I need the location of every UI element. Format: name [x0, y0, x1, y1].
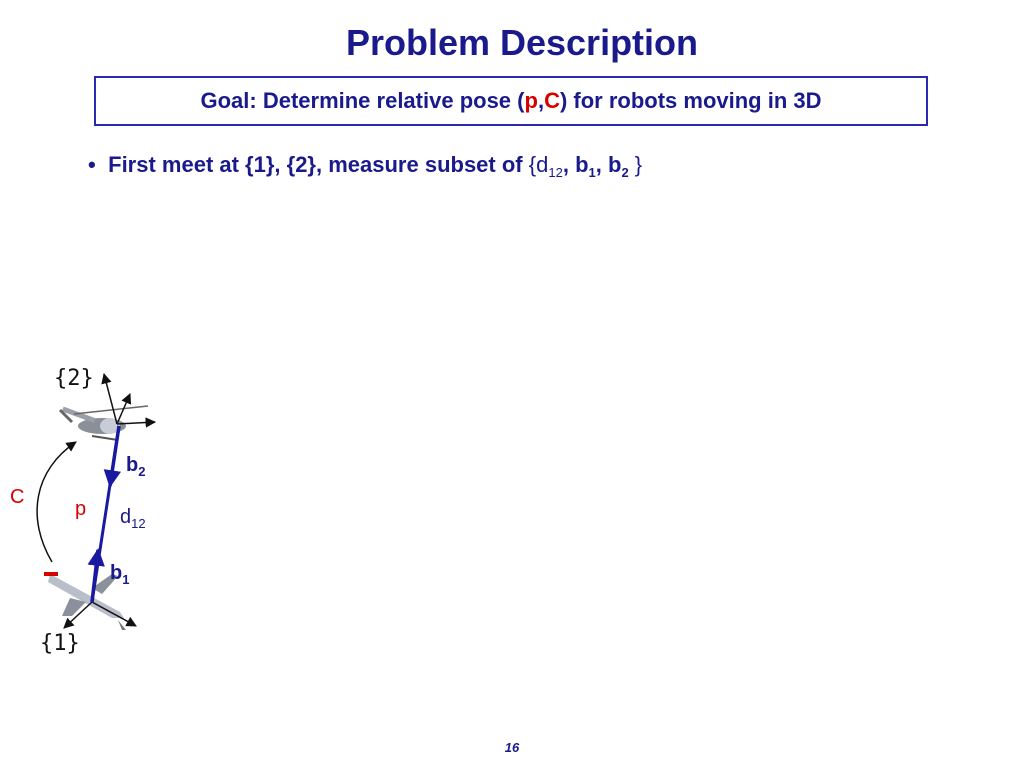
b2-subscript: 2	[621, 165, 629, 180]
frame-2-axes	[104, 374, 155, 424]
frame-1-label: {1}	[40, 631, 80, 656]
bullet-marker: •	[88, 152, 96, 177]
d12-sub: 12	[131, 516, 146, 531]
brace-open: {	[528, 152, 537, 177]
sep-2: ,	[595, 152, 608, 177]
b2-label-letter: b	[126, 454, 139, 476]
b1-label	[110, 562, 129, 585]
brace-close: }	[628, 152, 643, 177]
sep-1: ,	[562, 152, 576, 177]
rotation-curve-arrow	[37, 442, 76, 562]
distance-d12-label	[120, 506, 146, 529]
frame-2-label: {2}	[54, 366, 94, 391]
goal-suffix: ) for robots moving in 3D	[559, 88, 822, 113]
bullet-text	[108, 152, 643, 180]
goal-C: C	[544, 88, 560, 113]
position-p-label: p	[75, 498, 87, 520]
page-number: 16	[504, 740, 520, 755]
pose-diagram	[0, 360, 200, 660]
b2-symbol: b	[607, 152, 622, 177]
goal-comma: ,	[537, 88, 545, 113]
rotation-C-label: C	[10, 486, 25, 508]
bullet-text-main: First meet at {1}, {2}, measure subset of	[108, 152, 529, 177]
b2-label-sub: 2	[138, 464, 146, 479]
bullet-item	[88, 152, 642, 178]
b2-label	[126, 454, 145, 477]
d-subscript: 12	[548, 165, 563, 180]
b1-label-letter: b	[110, 562, 123, 584]
slide-title: Problem Description	[345, 22, 699, 63]
goal-prefix: Goal: Determine relative pose (	[200, 88, 525, 113]
b1-label-sub: 1	[122, 572, 130, 587]
goal-box	[94, 76, 928, 126]
goal-p: p	[524, 88, 538, 113]
b1-symbol: b	[575, 152, 589, 177]
b1-subscript: 1	[588, 165, 596, 180]
d-symbol: d	[536, 152, 549, 177]
b2-vector-arrow	[110, 426, 119, 486]
d12-letter: d	[120, 506, 132, 528]
